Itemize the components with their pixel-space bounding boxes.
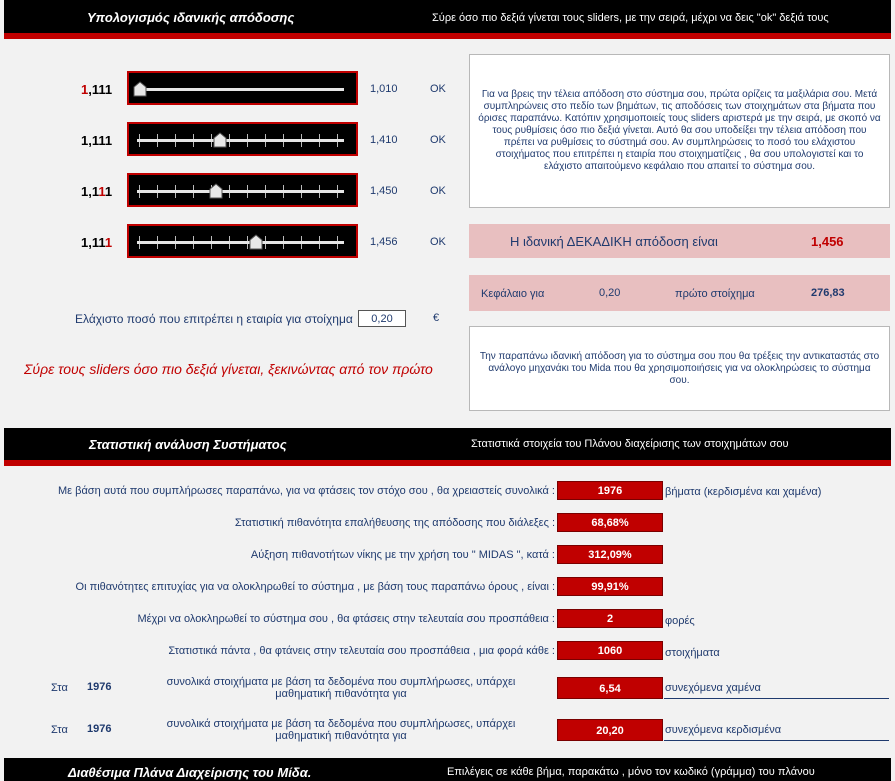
slider-1[interactable] bbox=[127, 71, 358, 105]
slider-4-thumb[interactable] bbox=[249, 234, 263, 250]
sta-row-2-label: συνολικά στοιχήματα με βάση τα δεδομένα που συμπλήρωσες, υπάρχει μαθηματική πιθανότητα για bbox=[166, 718, 516, 742]
sta-row-2-count: 1976 bbox=[87, 723, 112, 735]
stat-3-label: Αύξηση πιθανοτήτων νίκης με την χρήση του " MIDAS ", κατά : bbox=[250, 549, 555, 561]
header-calc-title: Υπολογισμός ιδανικής απόδοσης bbox=[87, 10, 295, 25]
header-plans-subtitle: Επιλέγεις σε κάθε βήμα, παρακάτω , μόνο τον κωδικό (γράμμα) του πλάνου bbox=[447, 766, 815, 778]
stat-4-label: Οι πιθανότητες επιτυχίας για να ολοκληρωθεί το σύστημα , με βάση τους παραπάνω όρους , είναι : bbox=[75, 581, 555, 593]
ideal-odds-panel bbox=[469, 224, 890, 258]
min-bet-input[interactable] bbox=[358, 310, 406, 327]
stat-2-label: Στατιστική πιθανότητα επαλήθευσης της απόδοσης που διάλεξες : bbox=[234, 517, 555, 529]
info-box-result bbox=[469, 326, 890, 411]
header-bar-plans bbox=[4, 758, 891, 781]
ideal-odds-label: Η ιδανική ΔΕΚΑΔΙΚΗ απόδοση είναι bbox=[510, 234, 718, 249]
stat-1-label: Με βάση αυτά που συμπλήρωσες παραπάνω, για να φτάσεις τον στόχο σου , θα χρειαστείς συνολικά : bbox=[58, 485, 555, 497]
stat-6-value: 1060 bbox=[557, 641, 663, 660]
header-bar-calc bbox=[4, 0, 891, 39]
stat-5-value: 2 bbox=[557, 609, 663, 628]
capital-label2: πρώτο στοίχημα bbox=[675, 288, 755, 300]
slider-3[interactable] bbox=[127, 173, 358, 207]
sta-row-2-value: 20,20 bbox=[557, 719, 663, 741]
currency-label: € bbox=[433, 312, 440, 324]
stat-6-after: στοιχήματα bbox=[665, 647, 720, 659]
header-stats-subtitle: Στατιστικά στοιχεία του Πλάνου διαχείρισης των στοιχημάτων σου bbox=[471, 438, 789, 450]
sta-row-1-value: 6,54 bbox=[557, 677, 663, 699]
header-stats-title: Στατιστική ανάλυση Συστήματος bbox=[89, 437, 287, 452]
sta-row-2-prefix: Στα bbox=[51, 724, 68, 736]
capital-label: Κεφάλαιο για bbox=[481, 288, 545, 300]
slider-4-display: 1,111 bbox=[81, 235, 113, 250]
stat-1-after: βήματα (κερδισμένα και χαμένα) bbox=[665, 486, 822, 498]
sta-row-1-label: συνολικά στοιχήματα με βάση τα δεδομένα που συμπλήρωσες, υπάρχει μαθηματική πιθανότητα για bbox=[166, 676, 516, 700]
slider-1-value: 1,010 bbox=[370, 83, 398, 95]
stat-2-value: 68,68% bbox=[557, 513, 663, 532]
slider-3-value: 1,450 bbox=[370, 185, 398, 197]
slider-2[interactable] bbox=[127, 122, 358, 156]
slider-2-display: 1,111 bbox=[81, 133, 113, 148]
stat-5-after: φορές bbox=[665, 615, 695, 627]
stat-4-value: 99,91% bbox=[557, 577, 663, 596]
min-bet-label: Ελάχιστο ποσό που επιτρέπει η εταιρία για στοίχημα bbox=[75, 312, 353, 326]
header-calc-instruction: Σύρε όσο πιο δεξιά γίνεται τους sliders, με την σειρά, μέχρι να δεις "ok" δεξιά τους bbox=[432, 12, 829, 24]
header-bar-stats bbox=[4, 428, 891, 466]
slider-2-value: 1,410 bbox=[370, 134, 398, 146]
capital-panel bbox=[469, 275, 890, 311]
stat-1-value: 1976 bbox=[557, 481, 663, 500]
capital-amount: 0,20 bbox=[599, 287, 621, 299]
stat-6-label: Στατιστικά πάντα , θα φτάνεις στην τελευταία σου προσπάθεια , μια φορά κάθε : bbox=[168, 645, 555, 657]
capital-value: 276,83 bbox=[811, 287, 845, 299]
sta-row-1-count: 1976 bbox=[87, 681, 112, 693]
slider-1-thumb[interactable] bbox=[133, 81, 147, 97]
slider-3-status: OK bbox=[430, 185, 446, 197]
drag-hint: Σύρε τους sliders όσο πιο δεξιά γίνεται, ξεκινώντας από τον πρώτο bbox=[24, 361, 433, 377]
header-plans-title: Διαθέσιμα Πλάνα Διαχείρισης του Μίδα. bbox=[68, 765, 312, 780]
slider-3-display: 1,111 bbox=[81, 184, 113, 199]
sta-row-2-after: συνεχόμενα κερδισμένα bbox=[665, 724, 782, 736]
info-result-text: Την παραπάνω ιδανική απόδοση για το σύστημα σου που θα τρέξεις την αντικαταστάς στο ανάλογο μηχανάκι του Mida που θα χρησιμοποιήσεις για να ολοκληρώσεις το σύστημα σου. bbox=[479, 351, 880, 386]
slider-4[interactable] bbox=[127, 224, 358, 258]
slider-3-thumb[interactable] bbox=[209, 183, 223, 199]
slider-4-status: OK bbox=[430, 236, 446, 248]
slider-2-status: OK bbox=[430, 134, 446, 146]
sta-row-1-after: συνεχόμενα χαμένα bbox=[665, 682, 761, 694]
sta-row-1-prefix: Στα bbox=[51, 682, 68, 694]
slider-2-thumb[interactable] bbox=[213, 132, 227, 148]
slider-4-value: 1,456 bbox=[370, 236, 398, 248]
slider-1-status: OK bbox=[430, 83, 446, 95]
ideal-odds-value: 1,456 bbox=[811, 234, 844, 249]
slider-1-display: 1,111 bbox=[81, 82, 113, 97]
info-box-instructions bbox=[469, 54, 890, 208]
stat-3-value: 312,09% bbox=[557, 545, 663, 564]
info-instructions-text: Για να βρεις την τέλεια απόδοση στο σύστημα σου, πρώτα ορίζεις τα μαξιλάρια σου. Μετά συμπληρώνεις στο πεδίο των βημάτων, τις αποδόσεις των στοιχημάτων στα βήματα που όρισες παραπάνω. Κατόπιν χρησιμοποιείς τους sliders αριστερά με την σειρά, με σκοπό να τους ρυθμίσεις όσο πιο δεξιά γίνεται. Αυτό θα σου υποδείξει την τέλεια απόδοση που πρέπει να ρυθμίσεις το σύστημά σου. Αν συμπληρώσεις το ποσό του ελάχιστου στοιχήματος που επιτρέπει η εταιρία που στοιχηματίζεις , θα σου υπολογιστεί και το ελάχιστο απαιτούμενο κεφάλαιο που απαιτεί το σύστημα σου. bbox=[478, 89, 881, 172]
stat-5-label: Μέχρι να ολοκληρωθεί το σύστημα σου , θα φτάσεις στην τελευταία σου προσπάθεια : bbox=[137, 613, 555, 625]
